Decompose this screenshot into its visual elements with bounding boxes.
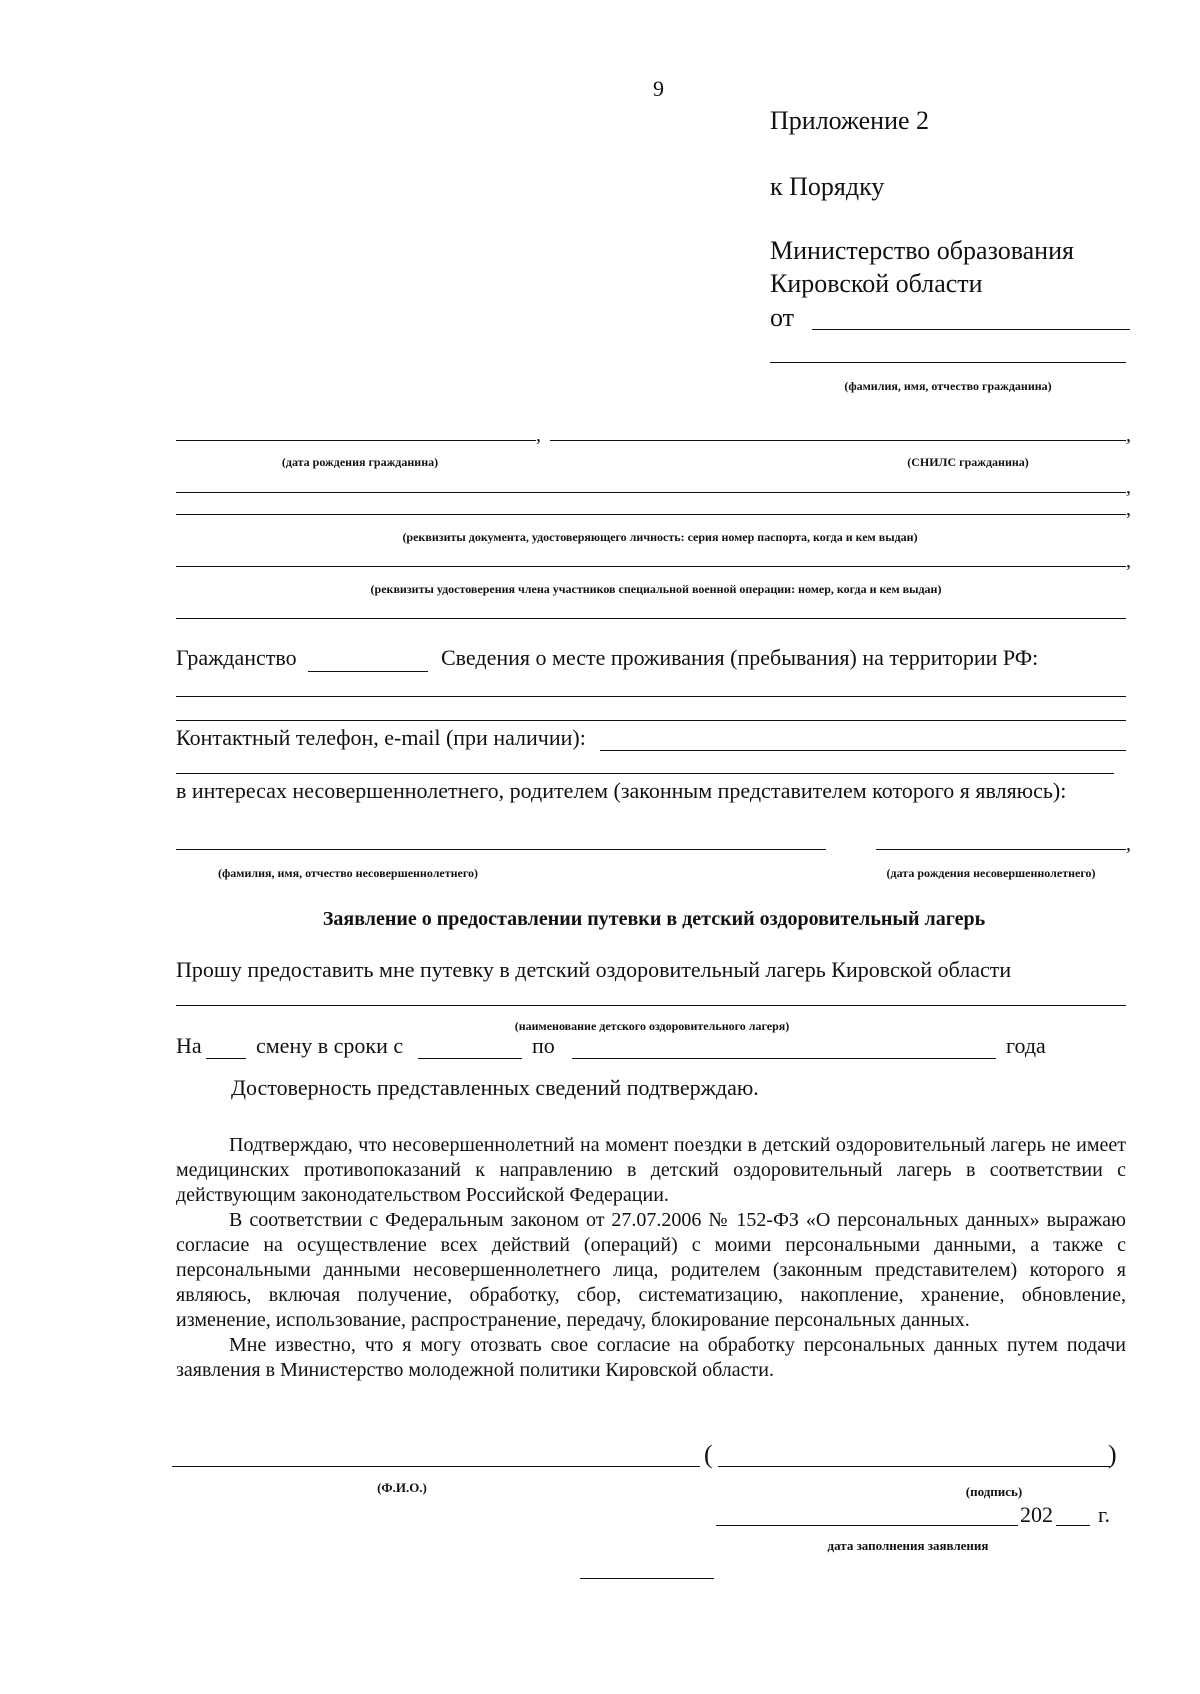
birth-date-line[interactable] bbox=[176, 440, 536, 441]
passport-line-2[interactable] bbox=[176, 514, 1126, 515]
appendix-title: Приложение 2 bbox=[770, 106, 930, 135]
minor-name-line[interactable] bbox=[176, 849, 826, 850]
request-line: Прошу предоставить мне путевку в детский оздоровительный лагерь Кировской области bbox=[176, 957, 1012, 982]
shift-to-label: по bbox=[532, 1033, 555, 1058]
caption-minor-name: (фамилия, имя, отчество несовершеннолетнего) bbox=[217, 866, 479, 880]
caption-snils: (СНИЛС гражданина) bbox=[907, 455, 1029, 469]
contact-label: Контактный телефон, e-mail (при наличии): bbox=[176, 725, 586, 750]
addressee-line-2: Кировской области bbox=[770, 269, 983, 298]
svo-extra-line[interactable] bbox=[176, 618, 1126, 619]
caption-svo-certificate: (реквизиты удостоверения члена участников специальной военной операции: номер, когда и кем выдан) bbox=[370, 582, 942, 596]
svo-certificate-line[interactable] bbox=[176, 566, 1126, 567]
year-digits-line[interactable] bbox=[1056, 1525, 1090, 1526]
signature-open-paren: ( bbox=[704, 1440, 713, 1469]
caption-passport: (реквизиты документа, удостоверяющего личность: серия номер паспорта, когда и кем выдан) bbox=[402, 530, 918, 544]
residence-line-1[interactable] bbox=[176, 696, 1126, 697]
signature-close-paren: ) bbox=[1108, 1440, 1117, 1469]
comma-mark: , bbox=[1126, 833, 1131, 855]
page-number: 9 bbox=[653, 76, 664, 101]
from-label: от bbox=[770, 303, 795, 332]
shift-year-label: года bbox=[1006, 1033, 1046, 1058]
from-field-line[interactable] bbox=[812, 329, 1130, 330]
comma-mark: , bbox=[1126, 550, 1131, 572]
consent-text bbox=[176, 1133, 1126, 1383]
caption-camp-name: (наименование детского оздоровительного лагеря) bbox=[514, 1019, 790, 1033]
snils-line[interactable] bbox=[550, 440, 1126, 441]
camp-name-line[interactable] bbox=[176, 1005, 1126, 1006]
caption-fill-date: дата заполнения заявления bbox=[827, 1538, 989, 1553]
fill-date-line[interactable] bbox=[716, 1525, 1018, 1526]
addressee-line-1: Министерство образования bbox=[770, 236, 1074, 265]
shift-on-label: На bbox=[176, 1033, 202, 1058]
contact-extra-line[interactable] bbox=[176, 773, 1114, 774]
passport-line-1[interactable] bbox=[176, 492, 1126, 493]
year-prefix: 202 bbox=[1020, 1502, 1053, 1527]
shift-number-line[interactable] bbox=[206, 1058, 246, 1059]
contact-field-line[interactable] bbox=[600, 750, 1126, 751]
citizenship-field-line[interactable] bbox=[308, 671, 428, 672]
applicant-name-line[interactable] bbox=[770, 362, 1126, 363]
closing-rule bbox=[580, 1578, 714, 1579]
caption-applicant-name: (фамилия, имя, отчество гражданина) bbox=[844, 379, 1052, 393]
caption-signature: (подпись) bbox=[965, 1484, 1023, 1499]
caption-birth-date: (дата рождения гражданина) bbox=[281, 455, 439, 469]
paragraph-personal-data: В соответствии с Федеральным законом от 27.07.2006 № 152-ФЗ «О персональных данных» выражаю согласие на осуществление всех действий (операций) с моими персональными данными, а также с персональными данными несовершеннолетнего лица, родителем (законным представителем) которого я являюсь, включая получение, обработку, сбор, систематизацию, накопление, хранение, обновление, изменение, использование, распространение, передачу, блокирование персональных данных. bbox=[176, 1209, 1126, 1331]
residence-line-2[interactable] bbox=[176, 720, 1126, 721]
application-title: Заявление о предоставлении путевки в детский оздоровительный лагерь bbox=[322, 908, 986, 930]
minor-birth-date-line[interactable] bbox=[876, 849, 1126, 850]
fio-line[interactable] bbox=[172, 1466, 700, 1467]
year-suffix: г. bbox=[1098, 1502, 1111, 1527]
shift-start-line[interactable] bbox=[418, 1058, 522, 1059]
shift-end-line[interactable] bbox=[572, 1058, 996, 1059]
comma-mark: , bbox=[536, 424, 541, 446]
interests-line: в интересах несовершеннолетнего, родителем (законным представителем которого я являюсь): bbox=[176, 778, 1067, 803]
caption-fio: (Ф.И.О.) bbox=[377, 1480, 427, 1495]
signature-line[interactable] bbox=[718, 1466, 1110, 1467]
citizenship-label: Гражданство bbox=[176, 645, 297, 670]
shift-dates-label: смену в сроки с bbox=[256, 1033, 404, 1058]
appendix-subtitle: к Порядку bbox=[770, 172, 885, 201]
residence-label: Сведения о месте проживания (пребывания) на территории РФ: bbox=[441, 645, 1039, 670]
paragraph-revoke: Мне известно, что я могу отозвать свое согласие на обработку персональных данных путем подачи заявления в Министерство молодежной политики Кировской области. bbox=[176, 1334, 1126, 1381]
confirm-line: Достоверность представленных сведений подтверждаю. bbox=[231, 1075, 759, 1100]
paragraph-medical: Подтверждаю, что несовершеннолетний на момент поездки в детский оздоровительный лагерь не имеет медицинских противопоказаний к направлению в детский оздоровительный лагерь в соответствии с действующим законодательством Российской Федерации. bbox=[176, 1134, 1126, 1206]
comma-mark: , bbox=[1126, 424, 1131, 446]
comma-mark: , bbox=[1126, 476, 1131, 498]
caption-minor-birth-date: (дата рождения несовершеннолетнего) bbox=[886, 866, 1096, 880]
comma-mark: , bbox=[1126, 498, 1131, 520]
